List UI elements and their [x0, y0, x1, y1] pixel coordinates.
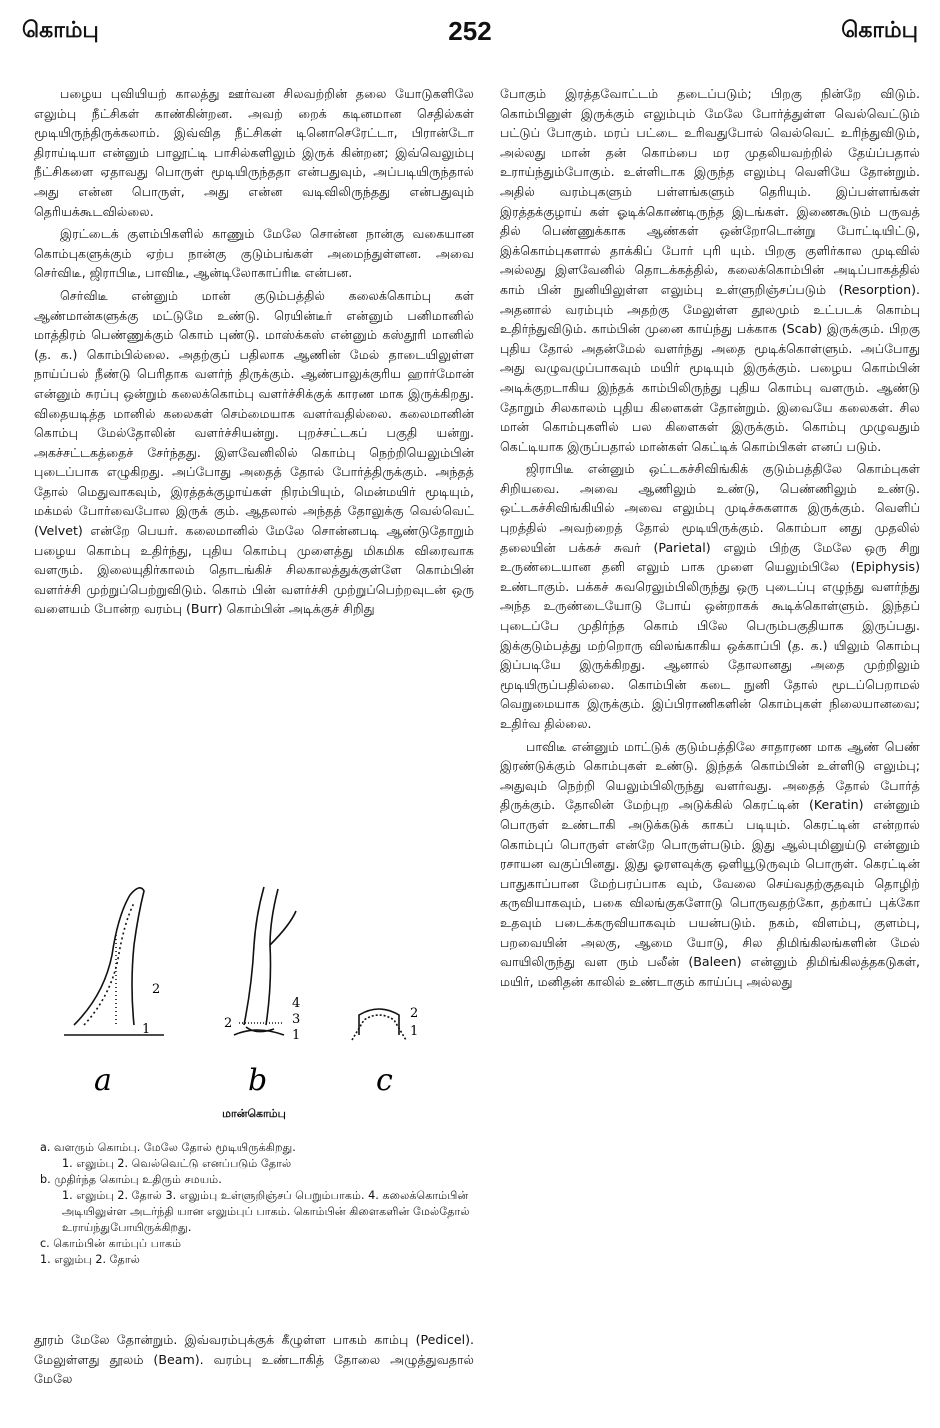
- caption-line: b. முதிர்ந்த கொம்பு உதிரும் சமயம்.: [40, 1173, 222, 1186]
- panel-c-drawing: [352, 1009, 406, 1040]
- panel-letter-a: a: [94, 1063, 112, 1098]
- paragraph: பழைய புவியியற் காலத்து ஊர்வன சிலவற்றின் தலை யோடுகளிலே எலும்பு நீட்சிகள் காண்கின்றன. அவற் றைக் கடினமான செதில்கள் மூடியிருந்திருக்கலாம். இவ்வித நீட்சிகள் டினொசெரேட்டா, பிரான்டோ திராய்டியா என்னும் பாலூட்டி பாசில்களிலும் இருக் கின்றன; இவ்வெலும்பு நீட்சிகளை ஏதாவது பொருள் மூடியிருந்ததா என்பதுவும், அப்படியிருந்தால் அது என்ன பொருள், அது என்ன வடிவிலிருந்தது என்பதுவும் தெரியக்கூடவில்லை.: [34, 86, 474, 219]
- left-column-continuation: [34, 1330, 474, 1389]
- figure-caption: [40, 1140, 470, 1268]
- paragraph: பாவிடீ என்னும் மாட்டுக் குடும்பத்திலே சாதாரண மாக ஆண் பெண் இரண்டுக்கும் கொம்புகள் உண்டு. இந்தக் கொம்பின் உள்ளிடு எலும்பு; அதுவும் நெற்றி யெலும்பிலிருந்து வளர்வது. அதைத் தோல் போர்த் திருக்கும். தோலின் மேற்புற அடுக்கில் கெரட்டின் (Keratin) என்னும் பொருள் உண்டாகி அடுக்கடுக் காகப் படியும். கெரட்டின் என்றால் கொம்புப் பொருள் என்றே பொருள்படும். இது ஆல்புமினுய்டு என்னும் ரசாயன வகுப்பினது. இது ஓரளவுக்கு ஒளியூடுருவும் பொருள். கெரட்டின் பாதுகாப்பான மேற்பரப்பாக வும், வேலை செய்வதற்குதவும் தொழிற் கருவியாகவும், பகை விலங்குகளோடு பொருவதற்கோ, தற்காப் புக்கோ உதவும் படைக்கருவியாகவும் பயன்படும். நகம், விளம்பு, குளம்பு, பறவையின் அலகு, ஆமை யோடு, சில திமிங்கிலங்களின் மேல் வாயிலிருந்து வள ரும் பலீன் (Baleen) என்னும் திமிங்கிலத்தகடுகள், மயிர், மனிதன் காலில் உண்டாகும் காய்ப்பு அல்லது: [500, 738, 920, 989]
- figure-title: மான்கொம்பு: [222, 1107, 286, 1120]
- figure-label: 1: [292, 1028, 301, 1043]
- right-column: [500, 84, 920, 994]
- panel-letter-b: b: [248, 1063, 268, 1098]
- caption-line: a. வளரும் கொம்பு. மேலே தோல் மூடியிருக்கிறது.: [40, 1141, 296, 1154]
- panel-a-drawing: [64, 888, 164, 1035]
- left-column: [34, 84, 474, 622]
- paragraph: போகும் இரத்தவோட்டம் தடைப்படும்; பிறகு நின்றே விடும். கொம்பினுள் இருக்கும் எலும்பும் மேலே போர்த்துள்ள வெல்வெட்டும் பட்டுப் போகும். மரப் பட்டை உரிவதுபோல் வெல்வெட் உரிந்துவிடும், அல்லது மான் தன் கொம்பை மர முதலியவற்றில் தேய்ப்பதால் உராய்ந்தும்போகும். உள்ளிடாக இருந்த எலும்பு வெளியே தோன்றும். அதில் வரம்புகளும் பள்ளங்களும் தெரியும். இப்பள்ளங்கள் இரத்தக்குழாய் கள் ஓடிக்கொண்டிருந்த இடங்கள். இணைகூடும் பருவத் தில் பெண்ணுக்காக ஆண்கள் ஒன்றோடொன்று போட்டியிட்டு, இக்கொம்புகளால் தாக்கிப் போர் புரி யும். பிறகு குளிர்கால முடிவில் அல்லது இளவேனில் தொடக்கத்தில், கலைக்கொம்பின் அடிப்பாகத்தில் காம் பின் நுனியிலுள்ள எலும்பு உள்ளுறிஞ்சப்படும் (Resorption). அதனால் வரம்பும் அதற்கு மேலுள்ள தூலமும் உட்படக் கொம்பு உதிர்ந்துவிடும். காம்பின் முனை காய்ந்து பக்காக (Scab) இருக்கும். பிறகு புதிய தோல் அதன்மேல் வளர்ந்து அதை மூடிக்கொள்ளும். அப்போது அது வழுவழுப்பாகவும் மயிர் மூடியும் இருக்கும். பழைய கொம்பின் அடிக்குறடாகிய இந்தக் காம்பிலிருந்து புதிய கொம்பு வளரும். ஆண்டு தோறும் சிலகாலம் புதிய கிளைகள் தோன்றும். இவையே கலைகள். சில மான் கொம்புகளில் பல கிளைகள் இருக்கும். கொம்பு முழுவதும் கெட்டியாக இருப்பதால் மான்கள் கெட்டிக் கொம்பிகள் எனப் படும்.: [500, 86, 920, 454]
- antler-illustration: [34, 875, 474, 1105]
- paragraph: செர்விடீ என்னும் மான் குடும்பத்தில் கலைக்கொம்பு கள் ஆண்மான்களுக்கு மட்டுமே உண்டு. ரெயின்டீர் என்னும் பனிமானில் மாத்திரம் பெண்ணுக்கும் கொம் புண்டு. மாஸ்க்கஸ் என்னும் கஸ்தூரி மானில் (த. க.) கொம்பில்லை. அதற்குப் பதிலாக ஆணின் மேல் தாடையிலுள்ள நாய்ப்பல் நீண்டு பெரிதாக வளர்ந் திருக்கும். ஆண்பாலுக்குரிய ஹார்மோன் என்னும் சுரப்பு ஒன்றும் கலைக்கொம்பு வளர்ச்சிக்குக் காரண மாக இருக்கிறது. விதையடித்த மானில் கலைகள் செம்மையாக வளர்வதில்லை. கலைமானின் கொம்பு மேல்தோலின் வளர்ச்சியன்று. புறச்சட்டகப் பகுதி யன்று. அகச்சட்டகத்தைச் சேர்ந்தது. இளவேனிலில் கொம்பு நெற்றியெலும்பின் புடைப்பாக எழுகிறது. அப்போது அதைத் தோல் போர்த்திருக்கும். அந்தத் தோல் மெதுவாகவும், இரத்தக்குழாய்கள் நிரம்பியும், மென்மயிர் மூடியும், மக்மல் போர்வைபோல இருக் கும். ஆதலால் அந்தத் தோலுக்கு வெல்வெட் (Velvet) என்றே பெயர். கலைமானில் மேலே சொன்னபடி ஆண்டுதோறும் பழைய கொம்பு உதிர்ந்து, புதிய கொம்பு முளைத்து மிகமிக விரைவாக வளரும். இலையுதிர்காலம் தொடங்கிச் சிலகாலத்துக்குள்ளே கொம்பின் வளர்ச்சி முற்றுப்பெற்றுவிடும். கொம் பின் வளர்ச்சி முற்றுப்பெற்றவுடன் ஒரு வளையம் போன்ற வரம்பு (Burr) கொம்பின் அடிக்குச் சிறிது: [34, 287, 474, 617]
- caption-line: 1. எலும்பு 2. தோல்: [40, 1253, 140, 1266]
- caption-line: 1. எலும்பு 2. வெல்வெட்டு எனப்படும் தோல்: [62, 1157, 292, 1170]
- figure-label: 4: [292, 996, 301, 1011]
- paragraph: ஜிராபிடீ என்னும் ஒட்டகச்சிவிங்கிக் குடும்பத்திலே கொம்புகள் சிறியவை. அவை ஆணிலும் உண்டு, பெண்ணிலும் உண்டு. ஒட்டகச்சிவிங்கியில் அவை எலும்பு முடிச்சுகளாக இருக்கும். வெளிப் புறத்தில் அவற்றைத் தோல் மூடியிருக்கும். கொம்பா னது முதலில் தலையின் பக்கச் சுவர் (Parietal) எலும் பிற்கு மேலே ஒரு சிறு உருண்டையான தனி எலும் பாக முளை யெலும்பிலே (Epiphysis) உண்டாகும். பக்கச் சுவரெலும்பிலிருந்து ஒரு புடைப்பு எழுந்து வளர்ந்து அந்த உருண்டையோடு போய் ஒன்றாகக் கூடிக்கொள்ளும். இந்தப் புடைப்பே முதிர்ந்த கொம் பிலே பெரும்பகுதியாக இருப்பது. இக்குடும்பத்து மற்றொரு விலங்காகிய ஒக்காப்பி (த. க.) யிலும் கொம்பு இப்படியே இருக்கிறது. ஆனால் தோலானது அதை முற்றிலும் மூடியிருப்பதில்லை. கொம்பின் கடை நுனி தோல் மூடப்பெறாமல் வெறுமையாக இருக்கும். இப்பிராணிகளின் கொம்புகள் நிலையானவை; உதிர்வ தில்லை.: [500, 461, 920, 731]
- page-number: 252: [448, 16, 492, 46]
- caption-line: 1. எலும்பு 2. தோல் 3. எலும்பு உள்ளுறிஞ்சப் பெறும்பாகம். 4. கலைக்கொம்பின் அடியிலுள்ள அடர்ந்தி யான எலும்புப் பாகம். கொம்பின் கிளைகளின் மேல்தோல் உராய்ந்துபோயிருக்கிறது.: [62, 1189, 470, 1234]
- figure-label: 2: [410, 1006, 419, 1021]
- antler-figure: [34, 875, 474, 1120]
- figure-label: 1: [142, 1022, 151, 1037]
- figure-label: 1: [410, 1024, 419, 1039]
- panel-letter-c: c: [376, 1063, 393, 1098]
- figure-label: 2: [224, 1016, 233, 1031]
- caption-line: c. கொம்பின் காம்புப் பாகம்: [40, 1237, 182, 1250]
- panel-b-drawing: [234, 887, 296, 1035]
- paragraph: தூரம் மேலே தோன்றும். இவ்வரம்புக்குக் கீழுள்ள பாகம் காம்பு (Pedicel). மேலுள்ளது தூலம் (Beam). வரம்பு உண்டாகித் தோலை அழுத்துவதால் மேலே: [34, 1332, 474, 1387]
- paragraph: இரட்டைக் குளம்பிகளில் காணும் மேலே சொன்ன நான்கு வகையான கொம்புகளுக்கும் ஏற்ப நான்கு குடும்பங்கள் அமைந்துள்ளன. அவை செர்விடீ, ஜிராபிடீ, பாவிடீ, ஆன்டிலோகாப்ரிடீ என்பன.: [34, 226, 474, 281]
- figure-label: 3: [292, 1012, 301, 1027]
- figure-label: 2: [152, 982, 161, 997]
- running-title-left: கொம்பு: [22, 18, 99, 43]
- page-header: [22, 18, 918, 58]
- running-title-right: கொம்பு: [841, 18, 918, 43]
